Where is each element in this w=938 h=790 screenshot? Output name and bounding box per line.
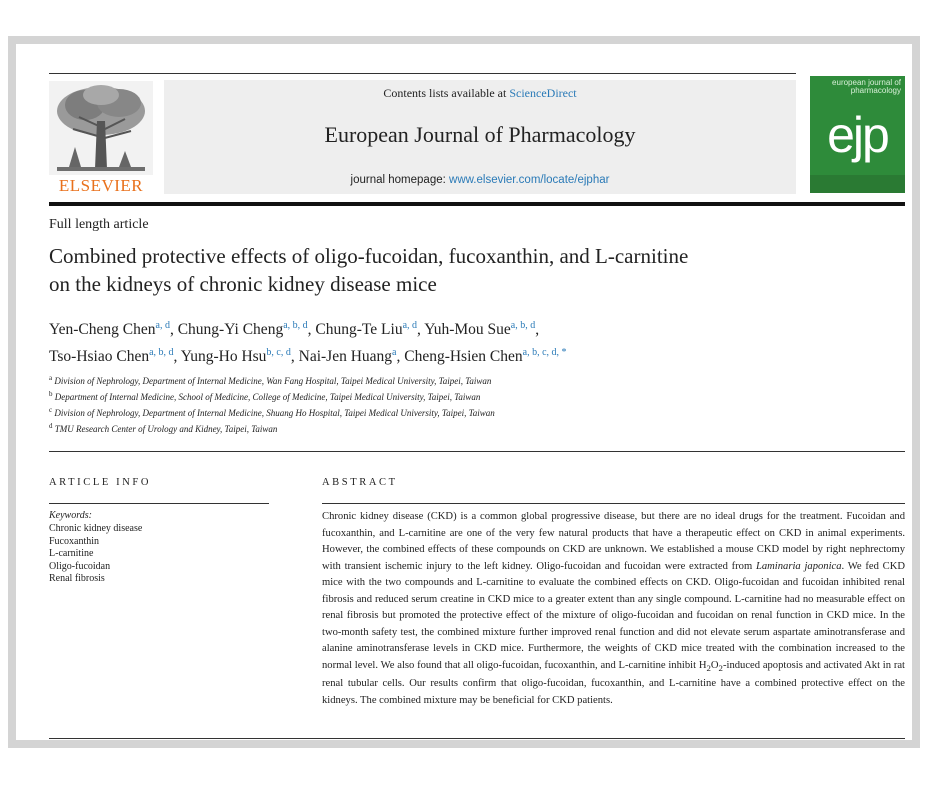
affiliation-item	[49, 372, 899, 388]
author-separator: ,	[169, 321, 178, 339]
author-name[interactable]: Tso-Hsiao Chen	[49, 348, 150, 366]
affiliation-item	[49, 420, 899, 436]
keyword-item: Renal fibrosis	[49, 573, 105, 584]
abstract-rule	[322, 503, 905, 504]
affiliation-text: TMU Research Center of Urology and Kidney, Taipei, Taiwan	[54, 424, 278, 434]
author-separator: ,	[396, 348, 405, 366]
author-affiliation-marks[interactable]: a, d	[402, 320, 418, 331]
sciencedirect-link[interactable]: ScienceDirect	[509, 86, 577, 100]
article-title	[49, 242, 879, 298]
journal-masthead	[164, 80, 796, 194]
author-separator: ,	[307, 321, 316, 339]
homepage-line	[164, 174, 796, 186]
keyword-item: Fucoxanthin	[49, 535, 99, 547]
affiliation-text: Department of Internal Medicine, School of Medicine, College of Medicine, Taipei Medical University, Taipei, Taiwan	[54, 392, 481, 402]
affiliation-mark: d	[49, 422, 53, 430]
abstract-part: . We fed CKD mice with the two compounds and L-carnitine to evaluate the combined effects on CKD. Oligo-fucoidan and fucoidan inhibited renal fibrosis and reduced serum creatine in CKD mice to a greater extent than any single compound. L-carnitine had no measurable effect on renal fibrosis but promoted the protective effect of the mixture of oligo-fucoidan and fucoidan on renal function in CKD mice. In the two-month safety test, the combined mixture further improved renal function and did not elevate serum aspartate aminotransferase and alanine aminotransferase levels in CKD mice. Furthermore, the weights of CKD mice treated with the combination increased to the normal level. We also found that all oligo-fucoidan, fucoxanthin, and L-carnitine inhibit H	[322, 560, 906, 671]
affiliation-mark: c	[49, 406, 53, 414]
section-rule	[49, 451, 905, 452]
elsevier-tree-logo	[49, 81, 153, 191]
homepage-prefix: journal homepage:	[350, 174, 450, 186]
keywords-label: Keywords:	[49, 510, 92, 521]
keyword-item: Chronic kidney disease	[49, 523, 143, 534]
affiliation-list	[49, 372, 899, 436]
author-affiliation-marks[interactable]: a, b, d	[149, 347, 174, 359]
affiliation-mark: a	[49, 374, 53, 382]
abstract-part: Chronic kidney disease (CKD) is a common global progressive disease, but there are no ideal drugs for the treatment. Fucoidan and fucoxanthin, and L-carnitine are one of the very few natural products that have a therapeutic effect on CKD in animal experiments. However, the combined effects of these compounds on CKD are unknown. We established a mouse CKD model by right nephrectomy with transient ischemic injury to the left kidney. Oligo-fucoidan and fucoidan were extracted from	[322, 511, 905, 572]
affiliation-text: Division of Nephrology, Department of Internal Medicine, Wan Fang Hospital, Taipei Medical University, Taipei, Taiwan	[54, 376, 492, 386]
author-separator: ,	[173, 348, 181, 366]
author-affiliation-marks[interactable]: a, b, d	[510, 320, 536, 331]
cover-ejp-mark: ejp	[827, 107, 888, 163]
keywords-list	[49, 523, 269, 586]
article-info-rule	[49, 503, 269, 504]
subscript: 2	[718, 662, 723, 673]
bottom-rule	[49, 738, 905, 739]
author-affiliation-marks[interactable]: a, b, d	[283, 320, 308, 331]
author-separator: ,	[535, 321, 540, 339]
header-thick-rule	[49, 202, 905, 206]
author-name[interactable]: Yung-Ho Hsu	[180, 348, 267, 366]
affiliation-item	[49, 388, 899, 404]
elsevier-wordmark: ELSEVIER	[58, 176, 144, 195]
cover-stripe	[810, 175, 905, 193]
contents-line	[164, 86, 796, 101]
affiliation-text: Division of Nephrology, Department of Internal Medicine, Shuang Ho Hospital, Taipei Medical University, Taipei, Taiwan	[54, 408, 495, 418]
journal-homepage-link[interactable]: www.elsevier.com/locate/ejphar	[449, 174, 610, 186]
contents-prefix: Contents lists available at	[383, 86, 510, 100]
keyword-item: Oligo-fucoidan	[49, 560, 111, 572]
author-affiliation-marks[interactable]: a, b, c, d, *	[522, 347, 567, 359]
author-name[interactable]: Yuh-Mou Sue	[424, 321, 511, 339]
keyword-item: L-carnitine	[49, 548, 94, 559]
author-separator: ,	[290, 348, 299, 366]
article-info-heading: ARTICLE INFO	[49, 477, 152, 488]
journal-name: European Journal of Pharmacology	[324, 122, 636, 147]
author-affiliation-marks[interactable]: a, d	[155, 320, 170, 331]
document-frame	[8, 36, 920, 748]
abstract-part: -induced apoptosis and activated Akt in rat renal tubular cells. Our results confirm that oligo-fucoidan, fucoxanthin, and L-carnitine have a combined protective effect on the kidneys. The combined mixture may be beneficial for CKD patients.	[322, 659, 905, 706]
article-title-line1: Combined protective effects of oligo-fucoidan, fucoxanthin, and L-carnitine	[49, 244, 689, 268]
header-top-rule	[49, 73, 796, 74]
author-name[interactable]: Chung-Te Liu	[315, 321, 403, 339]
affiliation-item	[49, 404, 899, 420]
author-name[interactable]: Yen-Cheng Chen	[49, 321, 156, 339]
article-title-line2: on the kidneys of chronic kidney disease mice	[49, 272, 437, 296]
article-type: Full length article	[49, 217, 149, 232]
abstract-heading: ABSTRACT	[322, 477, 398, 488]
author-name[interactable]: Nai-Jen Huang	[298, 348, 393, 366]
author-affiliation-marks[interactable]: b, c, d	[266, 347, 291, 359]
author-name[interactable]: Cheng-Hsien Chen	[404, 348, 523, 366]
article-page	[16, 44, 912, 740]
affiliation-mark: b	[49, 390, 53, 398]
author-list	[49, 314, 899, 368]
author-name[interactable]: Chung-Yi Cheng	[177, 321, 284, 339]
journal-cover	[810, 76, 905, 193]
subscript: 2	[706, 662, 711, 673]
abstract-text	[322, 509, 905, 709]
author-affiliation-marks[interactable]: a	[392, 347, 397, 359]
formula-part: O	[710, 659, 719, 671]
author-separator: ,	[417, 321, 425, 339]
species-name: Laminaria japonica	[755, 560, 842, 572]
cover-title: european journal of pharmacology	[832, 78, 901, 95]
